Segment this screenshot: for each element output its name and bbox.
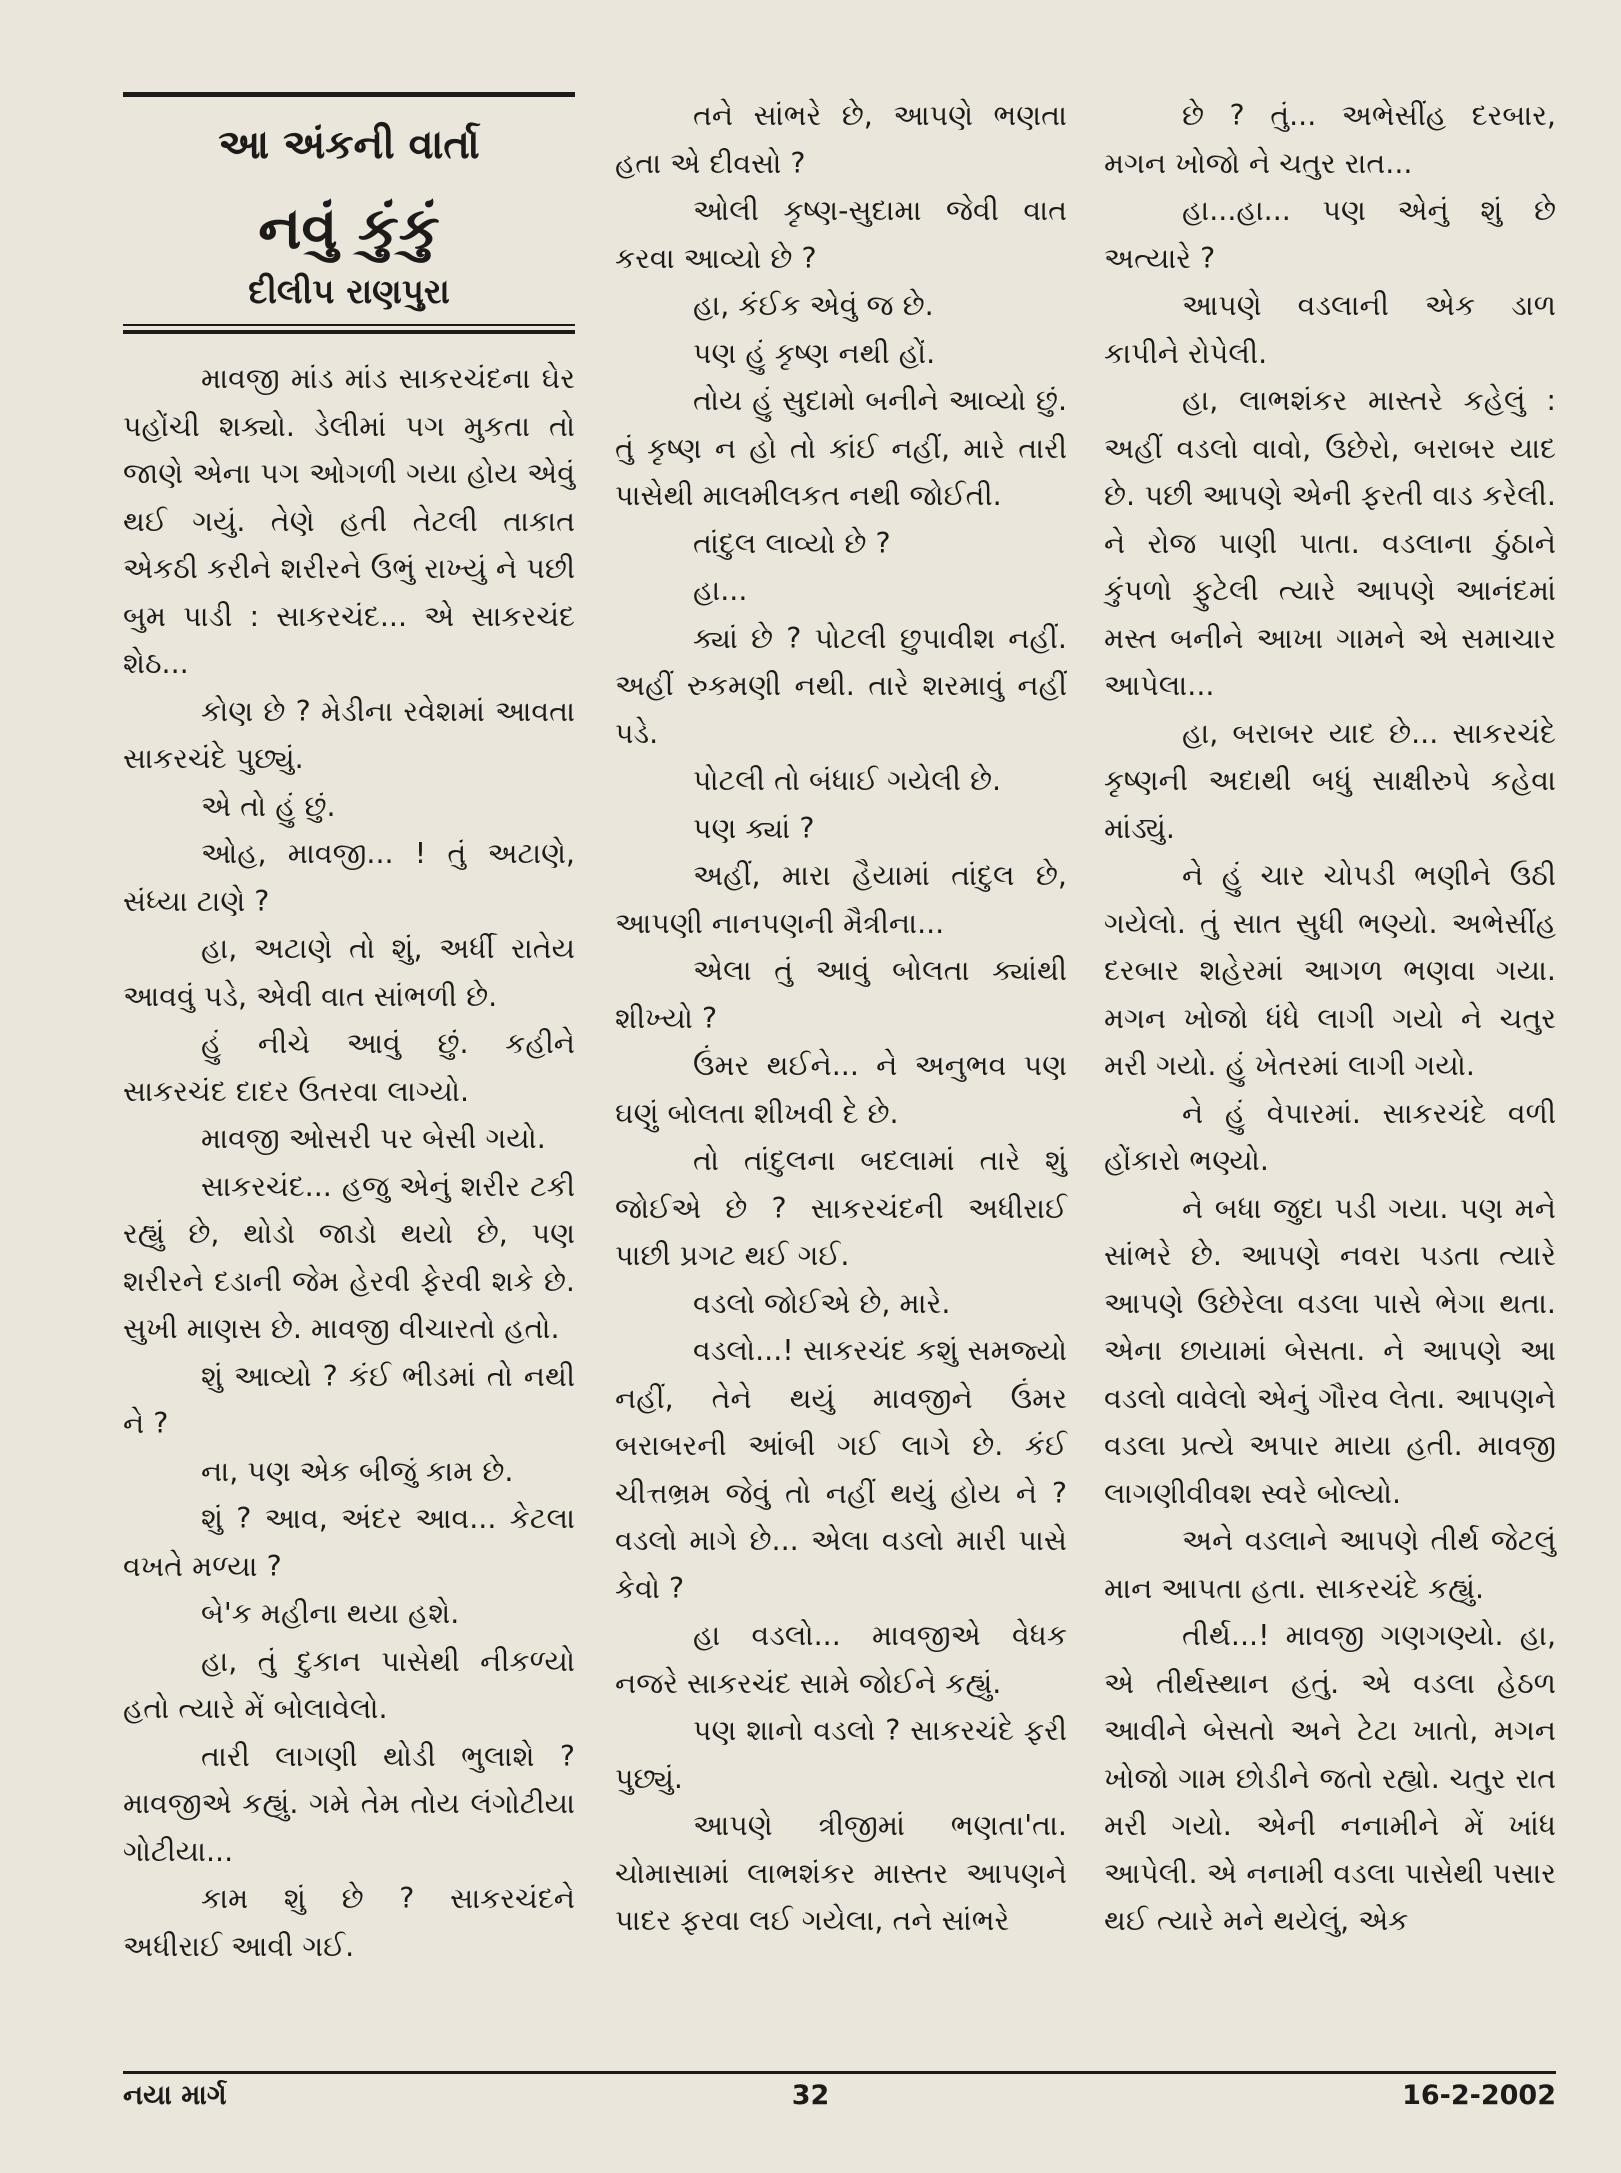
paragraph: સાકરચંદ... હજુ એનું શરીર ટકી રહ્યું છે, થોડો જાડો થયો છે, પણ શરીરને દડાની જેમ હેરવી ફેરવી શકે છે. સુખી માણસ છે. માવજી વીચારતો હતો. bbox=[123, 1169, 575, 1345]
paragraph: તીર્થ...! માવજી ગણગણ્યો. હા, એ તીર્થસ્થાન હતું. એ વડલા હેઠળ આવીને બેસતો અને ટેટા ખાતો, મગન ખોજો ગામ છોડીને જતો રહ્યો. ચતુર રાત મરી ગયો. એની નનામીને મેં ખાંધ આપેલી. એ નનામી વડલા પાસેથી પસાર થઈ ત્યારે મને થયેલું, એક bbox=[1104, 1619, 1556, 1937]
paragraph: હા વડલો... માવજીએ વેધક નજરે સાકરચંદ સામે જોઈને કહ્યું. bbox=[615, 1619, 1067, 1700]
paragraph: શું ? આવ, અંદર આવ... કેટલા વખતે મળ્યા ? bbox=[123, 1502, 575, 1583]
text-column-1 bbox=[123, 355, 575, 1970]
paragraph: એ તો હું છું. bbox=[201, 789, 336, 823]
paragraph: આપણે વડલાની એક ડાળ કાપીને રોપેલી. bbox=[1104, 289, 1556, 370]
paragraph: છે ? તું... અભેસીંહ દરબાર, મગન ખોજો ને ચતુર રાત... bbox=[1104, 99, 1556, 180]
paragraph: ઓલી કૃષ્ણ-સુદામા જેવી વાત કરવા આવ્યો છે ? bbox=[615, 194, 1067, 275]
paragraph: આપણે ત્રીજીમાં ભણતા'તા. ચોમાસામાં લાભશંકર માસ્તર આપણને પાદર ફરવા લઈ ગયેલા, તને સાંભરે bbox=[615, 1809, 1067, 1937]
paragraph: પોટલી તો બંધાઈ ગયેલી છે. bbox=[693, 764, 1002, 797]
footer-magazine-name: નયા માર્ગ bbox=[123, 2080, 227, 2111]
paragraph: હા... bbox=[693, 574, 748, 607]
title-bottom-rule bbox=[123, 330, 575, 334]
paragraph: વડલો જોઈએ છે, મારે. bbox=[693, 1286, 951, 1320]
paragraph: તાંદુલ લાવ્યો છે ? bbox=[693, 526, 891, 560]
paragraph: ને બધા જુદા પડી ગયા. પણ મને સાંભરે છે. આપણે નવરા પડતા ત્યારે આપણે ઉછેરેલા વડલા પાસે ભેગા થતા. એના છાયામાં બેસતા. ને આપણે આ વડલો વાવેલો એનું ગૌરવ લેતા. આપણને વડલા પ્રત્યે અપાર માયા હતી. માવજી લાગણીવીવશ સ્વરે બોલ્યો. bbox=[1104, 1191, 1556, 1510]
paragraph: પણ હું કૃષ્ણ નથી હોં. bbox=[693, 336, 936, 370]
paragraph: કામ શું છે ? સાકરચંદને અધીરાઈ આવી ગઈ. bbox=[123, 1882, 575, 1963]
paragraph: ને હું વેપારમાં. સાકરચંદે વળી હોંકારો ભણ્યો. bbox=[1104, 1096, 1556, 1177]
paragraph: માવજી ઓસરી પર બેસી ગયો. bbox=[201, 1122, 546, 1155]
paragraph: અને વડલાને આપણે તીર્થ જેટલું માન આપતા હતા. સાકરચંદે કહ્યું. bbox=[1104, 1524, 1556, 1605]
paragraph: ના, પણ એક બીજું કામ છે. bbox=[201, 1454, 514, 1488]
title-top-rule bbox=[123, 92, 575, 97]
paragraph: શું આવ્યો ? કંઈ ભીડમાં તો નથી ને ? bbox=[123, 1359, 575, 1440]
footer-page-number: 32 bbox=[791, 2080, 830, 2111]
story-title: નવું કુંકું bbox=[258, 194, 440, 262]
paragraph: તોય હું સુદામો બનીને આવ્યો છું. તું કૃષ્ણ ન હો તો કાંઈ નહીં, મારે તારી પાસેથી માલમીલકત નથી જોઈતી. bbox=[615, 384, 1067, 512]
paragraph: ને હું ચાર ચોપડી ભણીને ઉઠી ગયેલો. તું સાત સુધી ભણ્યો. અભેસીંહ દરબાર શહેરમાં આગળ ભણવા ગયા. મગન ખોજો ધંધે લાગી ગયો ને ચતુર મરી ગયો. હું ખેતરમાં લાગી ગયો. bbox=[1104, 859, 1556, 1082]
paragraph: તો તાંદુલના બદલામાં તારે શું જોઈએ છે ? સાકરચંદની અધીરાઈ પાછી પ્રગટ થઈ ગઈ. bbox=[615, 1144, 1067, 1272]
paragraph: હા, લાભશંકર માસ્તરે કહેલું : અહીં વડલો વાવો, ઉછેરો, બરાબર યાદ છે. પછી આપણે એની ફરતી વાડ કરેલી. ને રોજ પાણી પાતા. વડલાના ઠુંઠાને કુંપળો ફુટેલી ત્યારે આપણે આનંદમાં મસ્ત બનીને આખા ગામને એ સમાચાર આપેલા... bbox=[1104, 384, 1556, 702]
paragraph: માવજી માંડ માંડ સાકરચંદના ઘેર પહોંચી શક્યો. ડેલીમાં પગ મુકતા તો જાણે એના પગ ઓગળી ગયા હોય એવું થઈ ગયું. તેણે હતી તેટલી તાકાત એકઠી કરીને શરીરને ઉભું રાખ્યું ને પછી બુમ પાડી : સાકરચંદ... એ સાકરચંદ શેઠ... bbox=[123, 362, 575, 680]
story-title-box bbox=[123, 92, 575, 334]
paragraph: તારી લાગણી થોડી ભુલાશે ? માવજીએ કહ્યું. ગમે તેમ તોય લંગોટીયા ગોટીયા... bbox=[123, 1739, 575, 1868]
paragraph: એલા તું આવું બોલતા ક્યાંથી શીખ્યો ? bbox=[615, 954, 1067, 1035]
paragraph: અહીં, મારા હૈયામાં તાંદુલ છે, આપણી નાનપણની મૈત્રીના... bbox=[615, 859, 1067, 940]
paragraph: ઓહ, માવજી... ! તું અટાણે, સંધ્યા ટાણે ? bbox=[123, 837, 575, 918]
paragraph: હા, બરાબર યાદ છે... સાકરચંદે કૃષ્ણની અદાથી બધું સાક્ષીરુપે કહેવા માંડ્યું. bbox=[1104, 716, 1556, 845]
paragraph: હા...હા... પણ એનું શું છે અત્યારે ? bbox=[1104, 194, 1556, 275]
paragraph: હું નીચે આવું છું. કહીને સાકરચંદ દાદર ઉતરવા લાગ્યો. bbox=[123, 1027, 575, 1108]
paragraph: પણ ક્યાં ? bbox=[693, 811, 815, 845]
footer-date: 16-2-2002 bbox=[1402, 2080, 1556, 2111]
paragraph: હા, કંઈક એવું જ છે. bbox=[693, 289, 934, 322]
paragraph: તને સાંભરે છે, આપણે ભણતા હતા એ દીવસો ? bbox=[615, 99, 1067, 180]
paragraph: વડલો...! સાકરચંદ કશું સમજ્યો નહીં, તેને થયું માવજીને ઉંમર બરાબરની આંબી ગઈ લાગે છે. કંઈ ચીત્તભ્રમ જેવું તો નહીં થયું હોય ને ? વડલો માગે છે... એલા વડલો મારી પાસે કેવો ? bbox=[615, 1334, 1067, 1605]
paragraph: હા, અટાણે તો શું, અર્ધી રાતેય આવવું પડે, એવી વાત સાંભળી છે. bbox=[123, 932, 575, 1013]
text-column-3 bbox=[1104, 92, 1556, 1945]
paragraph: બે'ક મહીના થયા હશે. bbox=[201, 1597, 460, 1630]
paragraph: હા, તું દુકાન પાસેથી નીકળ્યો હતો ત્યારે મેં બોલાવેલો. bbox=[123, 1644, 575, 1725]
title-bottom-thin-rule bbox=[123, 324, 575, 326]
paragraph: ક્યાં છે ? પોટલી છુપાવીશ નહીં. અહીં રુકમણી નથી. તારે શરમાવું નહીં પડે. bbox=[615, 621, 1067, 750]
section-label: આ અંકની વાર્તા bbox=[218, 122, 480, 168]
text-column-2 bbox=[615, 92, 1067, 1945]
paragraph: પણ શાનો વડલો ? સાકરચંદે ફરી પુછ્યું. bbox=[615, 1714, 1067, 1795]
footer-rule bbox=[123, 2071, 1556, 2074]
paragraph: કોણ છે ? મેડીના રવેશમાં આવતા સાકરચંદે પુછ્યું. bbox=[123, 694, 575, 775]
author-name: દીલીપ રાણપુરા bbox=[248, 272, 450, 312]
paragraph: ઉંમર થઈને... ને અનુભવ પણ ઘણું બોલતા શીખવી દે છે. bbox=[615, 1049, 1067, 1130]
